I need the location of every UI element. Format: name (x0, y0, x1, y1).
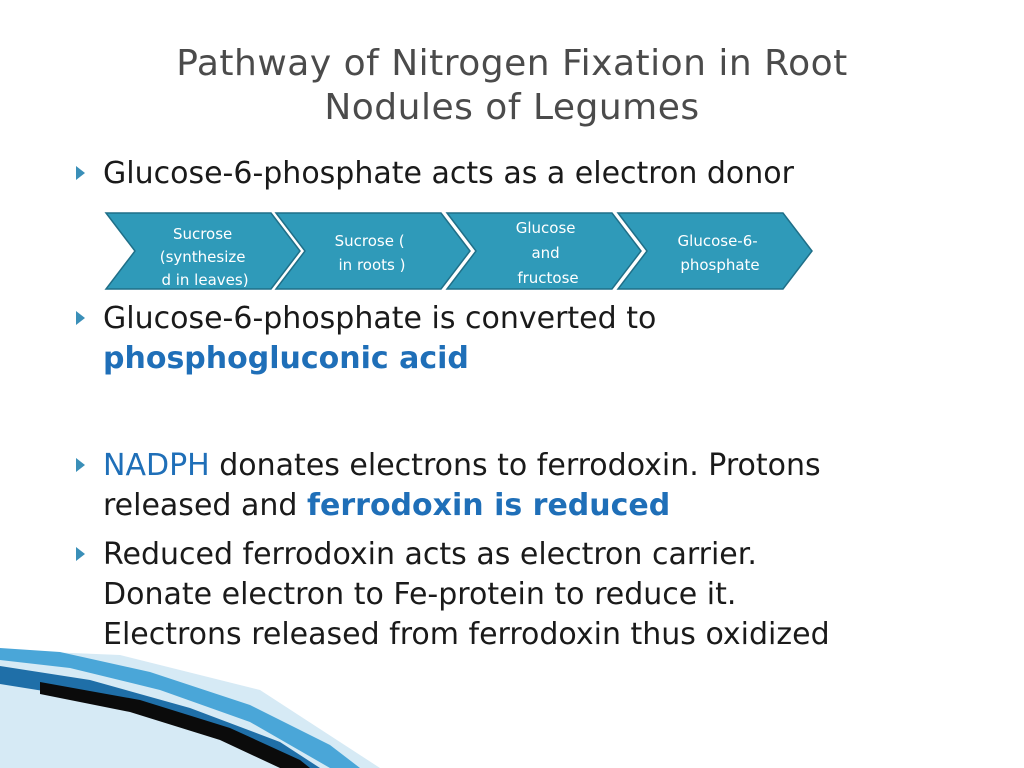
bullet-3-text-1: donates electrons to ferrodoxin. Protons (209, 448, 821, 483)
bullet-4-line-1: Reduced ferrodoxin acts as electron carrier. (103, 537, 757, 572)
bullet-4-line-3: Electrons released from ferrodoxin thus oxidized (103, 617, 830, 652)
bullet-4-line-2: Donate electron to Fe-protein to reduce it. (103, 577, 737, 612)
flow-step-1-line-3: d in leaves) (161, 271, 249, 289)
flow-step-3-line-1: Glucose (515, 219, 576, 237)
flow-step-2-line-2: in roots ) (338, 256, 406, 274)
flow-step-1-line-2: (synthesize (159, 248, 246, 266)
bullet-3-highlight-1: NADPH (103, 448, 210, 483)
bullet-2-highlight: phosphogluconic acid (103, 341, 469, 376)
bullet-3-text-2: released and (103, 488, 307, 523)
bullet-3-highlight-2: ferrodoxin is reduced (306, 488, 671, 523)
bullet-2-line-1: Glucose-6-phosphate is converted to (103, 301, 657, 336)
title-line-2: Nodules of Legumes (324, 87, 700, 128)
flow-step-2-line-1: Sucrose ( (334, 232, 405, 250)
flow-step-4-line-1: Glucose-6- (677, 232, 758, 250)
flow-step-1-line-1: Sucrose (172, 225, 233, 243)
bullet-1-text: Glucose-6-phosphate acts as a electron donor (103, 156, 794, 191)
flow-step-3-line-2: and (531, 244, 560, 262)
title-line-1: Pathway of Nitrogen Fixation in Root (176, 43, 848, 84)
flow-step-4-line-2: phosphate (680, 256, 760, 274)
flow-step-3-line-3: fructose (517, 269, 579, 287)
